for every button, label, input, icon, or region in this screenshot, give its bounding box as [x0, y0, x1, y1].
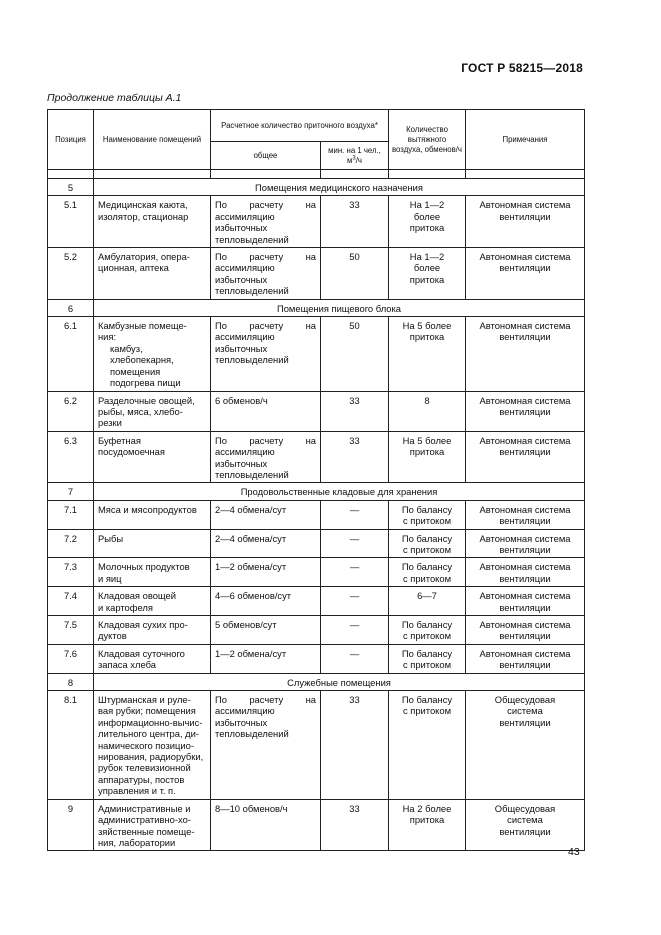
row-note [466, 587, 585, 616]
row-name [94, 431, 211, 483]
table-row [48, 317, 585, 391]
cell-line: намического позицио- [98, 739, 194, 751]
table-row [48, 391, 585, 431]
cell-line: более [413, 262, 441, 274]
cell-line: Медицинская каюта, [98, 199, 188, 211]
cell-line: вентиляции [499, 716, 551, 728]
row-exhaust [389, 587, 466, 616]
cell-line: запаса хлеба [98, 659, 156, 671]
table-row [48, 799, 585, 851]
cell-line: вентиляции [499, 446, 551, 458]
cell-line: притока [409, 273, 445, 285]
cell-line: вентиляции [499, 601, 551, 613]
row-name [94, 644, 211, 673]
row-supply-min: 33 [321, 391, 389, 431]
header-supply-total: общее [211, 142, 321, 170]
row-note [466, 317, 585, 391]
row-note [466, 616, 585, 645]
cell-line: 8 [424, 394, 430, 406]
cell-line: Буфетная [98, 434, 141, 446]
cell-line: с притоком [402, 572, 452, 584]
row-supply-min: 50 [321, 317, 389, 391]
table-row [48, 196, 585, 248]
row-position: 7.3 [48, 558, 94, 587]
table-row [48, 644, 585, 673]
table-row [48, 558, 585, 587]
cell-line: Автономная система [479, 590, 571, 602]
cell-line: Автономная система [479, 503, 571, 515]
cell-line: Автономная система [479, 320, 571, 332]
cell-line: Автономная система [479, 394, 571, 406]
cell-line: Разделочные овощей, [98, 394, 195, 406]
section-title: Помещения медицинского назначения [94, 179, 585, 196]
cell-line: Автономная система [479, 532, 571, 544]
cell-line: По балансу [401, 647, 453, 659]
section-row [48, 299, 585, 316]
row-name [94, 500, 211, 529]
cell-line: Молочных продуктов [98, 561, 190, 573]
table-row [48, 500, 585, 529]
section-title: Служебные помещения [94, 673, 585, 690]
cell-line: На 1—2 [409, 251, 445, 263]
cell-line: система [507, 705, 543, 717]
cell-line: аппаратуры, постов [98, 773, 185, 785]
cell-line: Автономная система [479, 647, 571, 659]
row-position: 8.1 [48, 691, 94, 800]
row-exhaust [389, 431, 466, 483]
cell-line: с притоком [402, 630, 452, 642]
cell-line: вентиляции [499, 543, 551, 555]
cell-line: с притоком [402, 543, 452, 555]
cell-line: притока [409, 814, 445, 826]
row-name [94, 196, 211, 248]
row-position: 7.1 [48, 500, 94, 529]
document-code: ГОСТ Р 58215—2018 [461, 61, 583, 75]
cell-line: вентиляции [499, 405, 551, 417]
cell-line: система [507, 814, 543, 826]
section-position: 5 [48, 179, 94, 196]
cell-line: По балансу [401, 694, 453, 706]
cell-line: резки [98, 417, 122, 429]
row-position: 6.2 [48, 391, 94, 431]
cell-line: ционная, аптека [98, 262, 169, 274]
cell-line: Административные и [98, 802, 191, 814]
row-position: 5.1 [48, 196, 94, 248]
section-position: 7 [48, 483, 94, 500]
cell-line: притока [409, 446, 445, 458]
row-name [94, 391, 211, 431]
row-note [466, 799, 585, 851]
row-name [94, 799, 211, 851]
row-position: 7.5 [48, 616, 94, 645]
row-note [466, 431, 585, 483]
row-exhaust [389, 799, 466, 851]
row-supply-total: 2—4 обмена/сут [211, 500, 321, 529]
row-position: 7.2 [48, 529, 94, 558]
cell-line: Кладовая суточного [98, 647, 185, 659]
table-row [48, 587, 585, 616]
header-name: Наименование помещений [94, 110, 211, 170]
cell-line: Кладовая овощей [98, 590, 176, 602]
row-name [94, 529, 211, 558]
row-supply-total: 4—6 обменов/сут [211, 587, 321, 616]
row-supply-min: 33 [321, 196, 389, 248]
row-supply-total: По расчету на ассимиляцию избыточных тепловыделений [211, 317, 321, 391]
cell-line: рыбы, мяса, хлебо- [98, 405, 183, 417]
cell-line: Мяса и мясопродуктов [98, 503, 197, 515]
row-position: 6.1 [48, 317, 94, 391]
table-body [48, 179, 585, 851]
row-position: 5.2 [48, 248, 94, 300]
cell-line: подогрева пищи [110, 377, 181, 389]
cell-line: Рыбы [98, 532, 124, 544]
cell-line: Автономная система [479, 434, 571, 446]
cell-line: вая рубки; помещения [98, 705, 196, 717]
row-note [466, 500, 585, 529]
row-note [466, 196, 585, 248]
cell-line: вентиляции [499, 515, 551, 527]
cell-line: По балансу [401, 503, 453, 515]
cell-line: посудомоечная [98, 446, 165, 458]
table-row [48, 248, 585, 300]
cell-line: На 1—2 [409, 199, 445, 211]
section-title: Помещения пищевого блока [94, 299, 585, 316]
table-row [48, 431, 585, 483]
row-supply-total: 2—4 обмена/сут [211, 529, 321, 558]
cell-line: с притоком [402, 515, 452, 527]
table-caption: Продолжение таблицы А.1 [47, 92, 182, 104]
row-exhaust [389, 500, 466, 529]
cell-line: вентиляции [499, 331, 551, 343]
row-exhaust [389, 248, 466, 300]
cell-line: По балансу [401, 532, 453, 544]
ventilation-table [47, 109, 585, 851]
cell-line: Камбузные помеще- [98, 320, 187, 332]
row-supply-min: 33 [321, 431, 389, 483]
row-note [466, 691, 585, 800]
cell-line: притока [409, 222, 445, 234]
section-row [48, 483, 585, 500]
cell-line: зяйственные помеще- [98, 825, 195, 837]
cell-line: вентиляции [499, 825, 551, 837]
cell-line: дуктов [98, 630, 127, 642]
cell-line: с притоком [402, 659, 452, 671]
cell-line: Общесудовая [494, 802, 556, 814]
cell-line: нирования, радиорубки, [98, 751, 204, 763]
cell-line: Штурманская и руле- [98, 694, 191, 706]
cell-line: Автономная система [479, 561, 571, 573]
row-exhaust [389, 644, 466, 673]
cell-line: ния, лаборатории [98, 836, 176, 848]
cell-line: Амбулатория, опера- [98, 251, 190, 263]
cell-line: рубок телевизионной [98, 762, 191, 774]
cell-line: Автономная система [479, 251, 571, 263]
header-supply-min: мин. на 1 чел., $м^3/ч$ [321, 142, 389, 170]
page-number: 43 [568, 846, 580, 858]
section-position: 6 [48, 299, 94, 316]
row-note [466, 558, 585, 587]
cell-line: вентиляции [499, 210, 551, 222]
row-position: 7.4 [48, 587, 94, 616]
row-supply-total: 1—2 обмена/сут [211, 644, 321, 673]
section-position: 8 [48, 673, 94, 690]
row-supply-min: 33 [321, 691, 389, 800]
cell-line: притока [409, 331, 445, 343]
header-supply: Расчетное количество приточного воздуха* [211, 110, 389, 142]
row-supply-total: По расчету на ассимиляцию избыточных тепловыделений [211, 431, 321, 483]
row-note [466, 644, 585, 673]
cell-line: Автономная система [479, 199, 571, 211]
cell-line: с притоком [402, 705, 452, 717]
cell-line: лительного центра, ди- [98, 728, 199, 740]
cell-line: помещения [110, 365, 161, 377]
cell-line: По балансу [401, 619, 453, 630]
cell-line: Автономная система [479, 619, 571, 630]
row-supply-total: По расчету на ассимиляцию избыточных тепловыделений [211, 248, 321, 300]
row-supply-min: — [321, 644, 389, 673]
cell-line: хлебопекарня, [110, 354, 174, 366]
cell-line: вентиляции [499, 659, 551, 671]
header-exhaust: Количество вытяжного воздуха, обменов/ч [389, 110, 466, 170]
cell-line: управления и т. п. [98, 785, 176, 797]
row-note [466, 248, 585, 300]
row-note [466, 391, 585, 431]
row-supply-total: 8—10 обменов/ч [211, 799, 321, 851]
row-supply-min: — [321, 587, 389, 616]
row-note [466, 529, 585, 558]
cell-line: более [413, 210, 441, 222]
table-row [48, 529, 585, 558]
cell-line: вентиляции [499, 630, 551, 642]
row-exhaust [389, 196, 466, 248]
row-position: 6.3 [48, 431, 94, 483]
cell-line: На 5 более [402, 320, 452, 332]
row-supply-min: — [321, 616, 389, 645]
row-exhaust [389, 317, 466, 391]
cell-line: ния: [98, 331, 117, 343]
row-supply-total: 1—2 обмена/сут [211, 558, 321, 587]
cell-line: вентиляции [499, 262, 551, 274]
row-name [94, 691, 211, 800]
row-supply-min: — [321, 558, 389, 587]
section-row [48, 673, 585, 690]
row-supply-min: 50 [321, 248, 389, 300]
row-supply-total: 5 обменов/сут [211, 616, 321, 645]
row-name [94, 587, 211, 616]
row-exhaust [389, 529, 466, 558]
cell-line: На 2 более [402, 802, 452, 814]
cell-line: и яиц [98, 572, 122, 584]
row-name [94, 317, 211, 391]
table-row [48, 616, 585, 645]
section-row [48, 179, 585, 196]
row-supply-min: — [321, 529, 389, 558]
cell-line: Общесудовая [494, 694, 556, 706]
row-supply-min: — [321, 500, 389, 529]
cell-line: информационно-вычис- [98, 716, 203, 728]
row-position: 7.6 [48, 644, 94, 673]
row-name [94, 248, 211, 300]
header-position: Позиция [48, 110, 94, 170]
row-name [94, 558, 211, 587]
cell-line: На 5 более [402, 434, 452, 446]
row-exhaust [389, 558, 466, 587]
row-name [94, 616, 211, 645]
cell-line: 6—7 [417, 590, 437, 602]
cell-line: административно-хо- [98, 814, 191, 826]
cell-line: камбуз, [110, 342, 143, 354]
cell-line: вентиляции [499, 572, 551, 584]
row-supply-total: 6 обменов/ч [211, 391, 321, 431]
table-row [48, 691, 585, 800]
header-notes: Примечания [466, 110, 585, 170]
cell-line: и картофеля [98, 601, 153, 613]
cell-line: изолятор, стационар [98, 210, 189, 222]
row-exhaust [389, 691, 466, 800]
section-title: Продовольственные кладовые для хранения [94, 483, 585, 500]
row-supply-min: 33 [321, 799, 389, 851]
cell-line: Кладовая сухих про- [98, 619, 188, 630]
cell-line: По балансу [401, 561, 453, 573]
row-supply-total: По расчету на ассимиляцию избыточных тепловыделений [211, 691, 321, 800]
row-supply-total: По расчету на ассимиляцию избыточных тепловыделений [211, 196, 321, 248]
row-position: 9 [48, 799, 94, 851]
row-exhaust [389, 391, 466, 431]
row-exhaust [389, 616, 466, 645]
